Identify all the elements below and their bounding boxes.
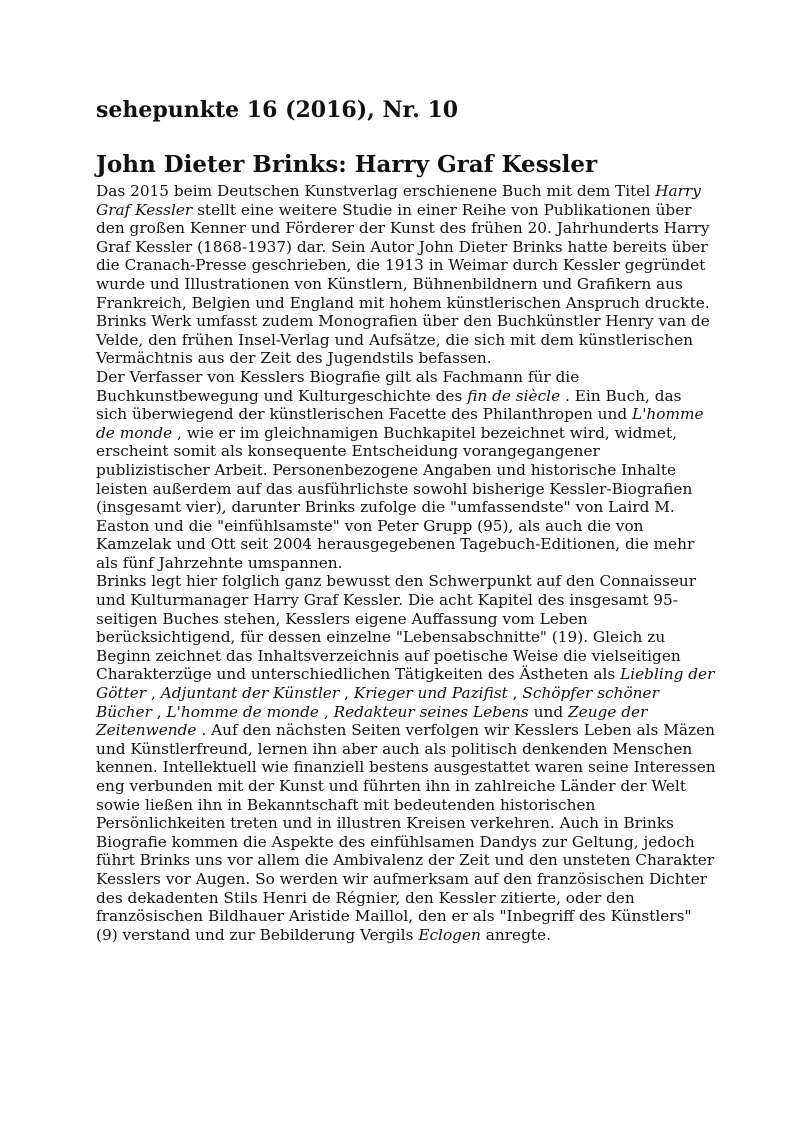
italic-term: fin de siècle	[467, 386, 561, 405]
italic-chapter-title: L'homme de monde	[166, 702, 319, 721]
text-run: . Auf den nächsten Seiten verfolgen wir Kesslers Leben als Mäzen und Künstlerfreund, lernen ihn aber auch als politisch denkenden Menschen kennen. Intellektuell wie finanziell bestens ausgestattet waren seine Interessen eng verbunden mit der Kunst und führten ihn in zahlreiche Länder der Welt sowie ließen ihn in Bekanntschaft mit bedeutenden historischen Persönlichkeiten treten und in illustren Kreisen verkehren. Auch in Brinks Biografie kommen die Aspekte des einfühlsamen Dandys zur Geltung, jedoch führt Brinks uns vor allem die Ambivalenz der Zeit und den unsteten Charakter Kesslers vor Augen. So werden wir aufmerksam auf den französischen Dichter des dekadenten Stils Henri de Régnier, den Kessler zitierte, oder den französischen Bildhauer Aristide Maillol, den er als "Inbegriff des Künstlers" (9) verstand und zur Bebilderung Vergils	[96, 721, 716, 944]
italic-work-title: Eclogen	[418, 925, 481, 944]
text-run: Das 2015 beim Deutschen Kunstverlag erschienene Buch mit dem Titel	[96, 182, 651, 200]
paragraph-2	[96, 368, 716, 573]
paragraph-3	[96, 572, 716, 944]
review-page	[96, 94, 716, 944]
text-run: ,	[512, 684, 518, 703]
italic-book-title: Harry Graf Kessler	[96, 182, 701, 219]
text-run: ,	[156, 702, 162, 721]
text-run: stellt eine weitere Studie in einer Reihe von Publikationen über den großen Kenner und Förderer der Kunst des frühen 20. Jahrhunderts Harry Graf Kessler (1868-1937) dar. Sein Autor John Dieter Brinks hatte bereits über die Cranach-Presse geschrieben, die 1913 in Weimar durch Kessler gegründet wurde und Illustrationen von Künstlern, Bühnenbildnern und Grafikern aus Frankreich, Belgien und England mit hohem künstlerischen Anspruch druckte. Brinks Werk umfasst zudem Monografien über den Buchkünstler Henry van de Velde, den frühen Insel-Verlag und Aufsätze, die sich mit dem künstlerischen Vermächtnis aus der Zeit des Jugendstils befassen.	[96, 200, 710, 368]
italic-chapter-title: Schöpfer schöner Bücher	[96, 684, 659, 721]
italic-chapter-title: Redakteur seines Lebens	[333, 702, 529, 721]
paragraph-1	[96, 182, 716, 368]
text-run: anregte.	[485, 925, 551, 944]
review-body	[96, 182, 716, 944]
journal-citation: sehepunkte 16 (2016), Nr. 10	[96, 97, 459, 123]
italic-chapter-title: Adjuntant der Künstler	[160, 684, 340, 703]
text-run: und	[533, 702, 564, 721]
text-run: Brinks legt hier folglich ganz bewusst den Schwerpunkt auf den Connaisseur und Kulturmanager Harry Graf Kessler. Die acht Kapitel des insgesamt 95-seitigen Buches stehen, Kesslers eigene Auffassung vom Leben berücksichtigend, für dessen einzelne "Lebensabschnitte" (19). Gleich zu Beginn zeichnet das Inhaltsverzeichnis auf poetische Weise die vielseitigen Charakterzüge und unterschiedlichen Tätigkeiten des Ästheten als	[96, 572, 697, 684]
text-run: ,	[323, 702, 329, 721]
text-run: , wie er im gleichnamigen Buchkapitel bezeichnet wird, widmet, erscheint somit als konsequente Entscheidung vorangegangener publizistischer Arbeit. Personenbezogene Angaben und historische Inhalte leisten außerdem auf das ausführlichste sowohl bisherige Kessler-Biografien (insgesamt vier), darunter Brinks zufolge die "umfassendste" von Laird M. Easton und die "einfühlsamste" von Peter Grupp (95), als auch die von Kamzelak und Ott seit 2004 herausgegebenen Tagebuch-Editionen, die mehr als fünf Jahrzehnte umspannen.	[96, 423, 695, 572]
italic-chapter-title: Krieger und Pazifist	[353, 684, 508, 703]
text-run: Der Verfasser von Kesslers Biografie gilt als Fachmann für die Buchkunstbewegung und Kulturgeschichte des	[96, 367, 580, 405]
text-run: ,	[344, 684, 349, 703]
italic-term: L'homme de monde	[96, 405, 704, 442]
italic-chapter-title: Zeuge der Zeitenwende	[96, 702, 648, 740]
italic-chapter-title: Liebling der Götter	[96, 665, 715, 703]
text-run: . Ein Buch, das sich überwiegend der künstlerischen Facette des Philanthropen und	[96, 386, 682, 424]
review-title: John Dieter Brinks: Harry Graf Kessler	[96, 151, 598, 178]
text-run: ,	[150, 684, 156, 703]
